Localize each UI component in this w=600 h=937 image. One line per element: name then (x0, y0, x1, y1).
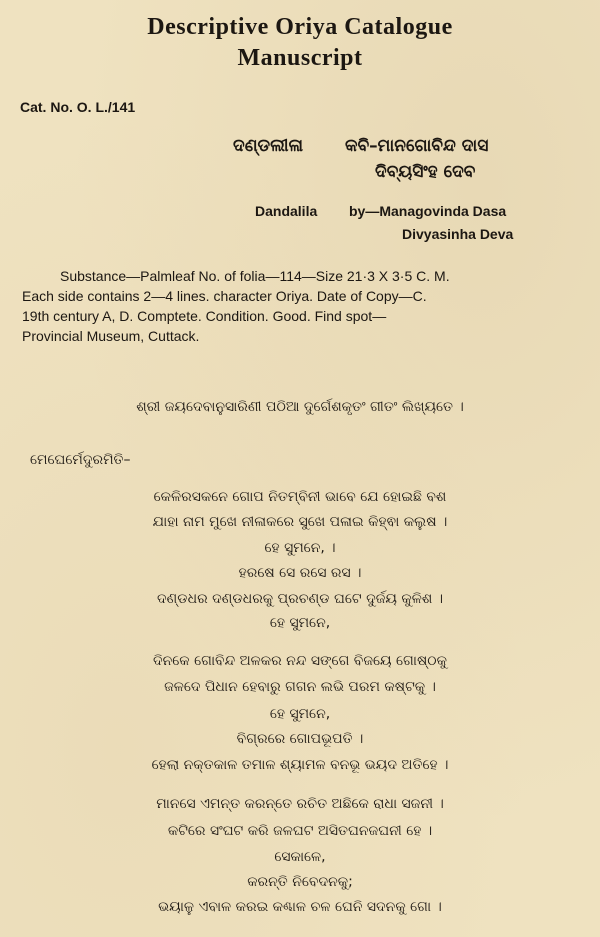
oriya-author-1: କବି–ମାନଗୋବିନ୍ଦ ଦାସ (345, 136, 489, 156)
english-author-2: Divyasinha Deva (402, 226, 514, 242)
raga-heading: ମେଘେର୍ମେଦୁରମିତି– (30, 452, 131, 468)
verse-line: ଭୟାଳୁ ଏବାଳ କରଇ କଣ୍ଢାଳ ଚଳ ଘେନି ସଦନକୁ ଗୋ । (158, 899, 442, 915)
verse-line: ହେଲା ନକ୍ତକାଳ ତମାଳ ଶ୍ୟାମଳ ବନଭୂ ଭୟଦ ଅତିହେ । (151, 757, 449, 773)
verse-line: ହେ ସୁମନେ, । (264, 540, 336, 556)
verse-line: କରନ୍ତି ନିବେଦନକୁ; (247, 874, 353, 890)
english-author-1: by—Managovinda Dasa (349, 203, 507, 219)
verse-line: ସେକାଳେ, (274, 849, 326, 865)
oriya-author-2: ଦିବ୍ୟସିଂହ ଦେବ (375, 162, 476, 182)
verse-line: ହରଷେ ସେ ରସେ ରସ । (238, 565, 362, 581)
verse-line: ବିଗ୍ରରେ ଗୋପଭୂପତି । (236, 731, 364, 747)
oriya-title: ଦଣ୍ଡଲୀଳା (233, 136, 304, 156)
verse-line: କେଳିରସକନେ ଗୋପ ନିତମ୍ବିନୀ ଭାବେ ଯେ ହୋଇଛି ବଶ (153, 489, 447, 505)
substance-line: Provincial Museum, Cuttack. (22, 328, 200, 344)
substance-line: Substance—Palmleaf No. of folia—114—Size 21·3 X 3·5 C. M. (60, 268, 450, 284)
verse-line: ଯାହା ନାମ ମୁଖେ ନୀଳାକରେ ସୁଖେ ପଳାଇ କିହ୍ଵା କଲୁଷ । (152, 514, 448, 530)
verse-line: ହେ ସୁମନେ, (269, 706, 331, 722)
catalogue-subtitle: Manuscript (237, 45, 363, 71)
verse-line: ମାନସେ ଏମନ୍ତ କରନ୍ତେ ରଚିତ ଅଛିକେ ରାଧା ସଜନୀ । (156, 796, 444, 812)
substance-line: 19th century A, D. Comptete. Condition. Good. Find spot— (22, 308, 387, 324)
catalogue-number: Cat. No. O. L./141 (20, 99, 136, 115)
verse-line: ଦିନକେ ଗୋବିନ୍ଦ ଅଳକର ନନ୍ଦ ସଙ୍ଗେ ବିଜୟେ ଗୋଷ୍ଠକୁ (153, 653, 447, 669)
substance-paragraph (22, 266, 582, 346)
verse-line: ଦଣ୍ଡଧର ଦଣ୍ଡଧରକୁ ପ୍ରଚଣ୍ଡ ଘଟେ ଦୁର୍ଜୟ କୁଳିଶ । (157, 591, 443, 607)
substance-line: Each side contains 2—4 lines. character Oriya. Date of Copy—C. (22, 288, 427, 304)
verse-line: କଟିରେ ସଂଘଟ କରି ଜଳଘଟ ଅସିତଘନଜଘନୀ ହେ । (167, 823, 433, 839)
catalogue-title: Descriptive Oriya Catalogue (147, 14, 453, 40)
verse-line: ହେ ସୁମନେ, (269, 615, 331, 631)
invocation-line: ଶ୍ରୀ ଜୟଦେବାନୁସାରିଣୀ ପଠିଆ ଦୁର୍ଗେଶକୃତଂ ଗୀତଂ ଲିଖ୍ୟତେ । (136, 399, 464, 415)
verse-line: ଜଳଦେ ପିଧାନ ହେବାରୁ ଗଗନ ଲଭି ପରମ କଷ୍ଟକୁ । (164, 679, 436, 695)
english-title: Dandalila (255, 203, 318, 219)
